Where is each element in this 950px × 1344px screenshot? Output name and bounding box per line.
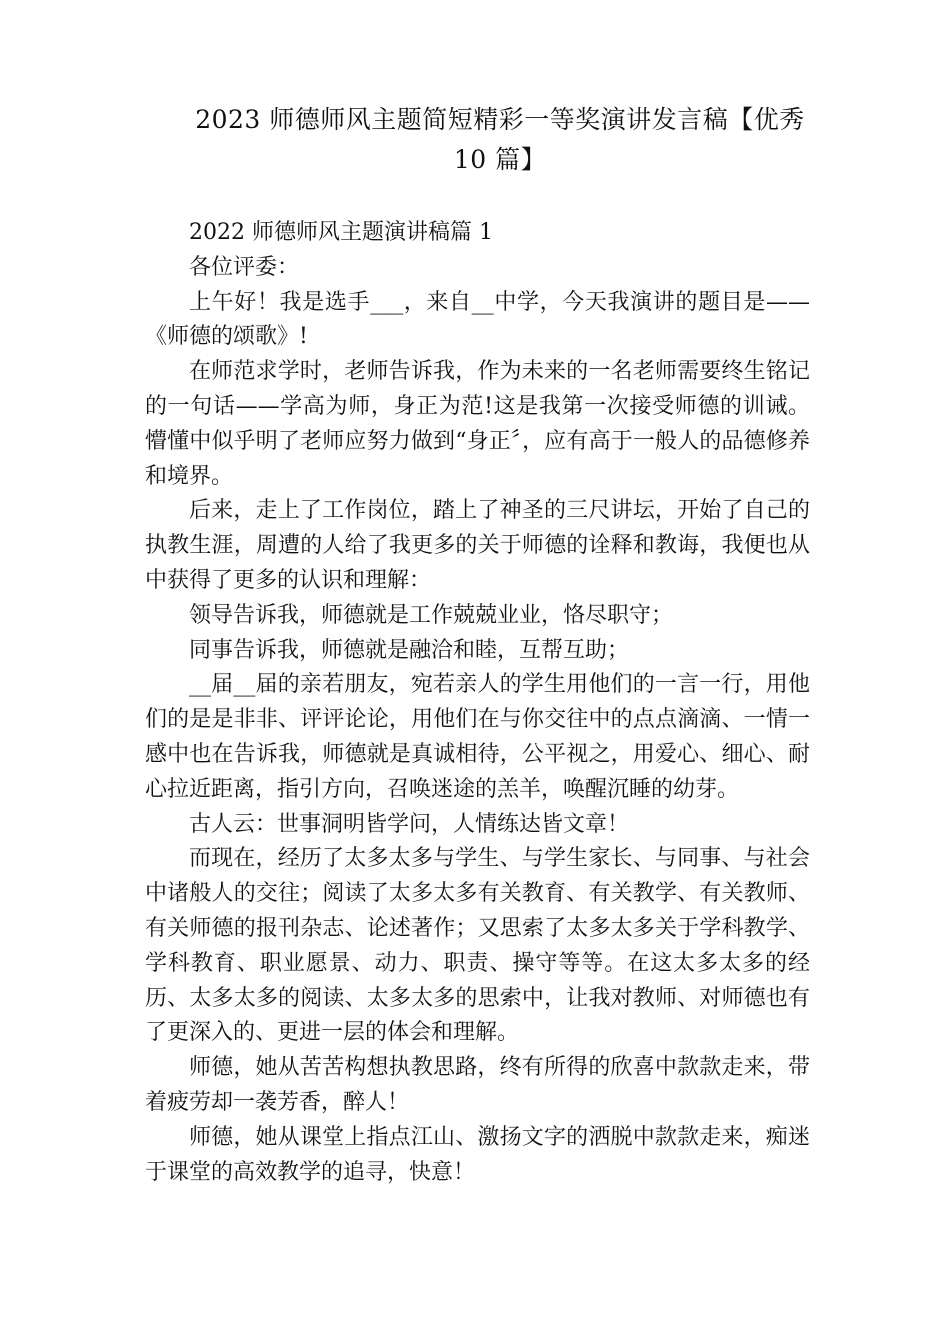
- paragraph: 而现在，经历了太多太多与学生、与学生家长、与同事、与社会中诸般人的交往；阅读了太多太多有关教育、有关教学、有关教师、有关师德的报刊杂志、论述著作；又思索了太多太多关于学科教学、学科教育、职业愿景、动力、职责、操守等等。在这太多太多的经历、太多太多的阅读、太多太多的思索中，让我对教师、对师德也有了更深入的、更进一层的体会和理解。: [145, 846, 810, 1046]
- paragraph: __届__届的亲若朋友，宛若亲人的学生用他们的一言一行，用他们的是是非非、评评论论，用他们在与你交往中的点点滴滴、一情一感中也在告诉我，师德就是真诚相待，公平视之，用爱心、细心、耐心拉近距离，指引方向，召唤迷途的羔羊，唤醒沉睡的幼芽。: [145, 672, 810, 802]
- document-title: 2023 师德师风主题简短精彩一等奖演讲发言稿【优秀10 篇】: [195, 105, 805, 174]
- paragraph: 上午好！我是选手___，来自__中学，今天我演讲的题目是——《师德的颂歌》!: [145, 289, 810, 350]
- paragraph: 古人云：世事洞明皆学问，人情练达皆文章！: [189, 811, 630, 837]
- salutation: 各位评委：: [189, 254, 300, 280]
- paragraph: 在师范求学时，老师告诉我，作为未来的一名老师需要终生铭记的一句话——学高为师，身正为范!这是我第一次接受师德的训诫。懵懂中似乎明了老师应努力做到“身正〞，应有高于一般人的品德修养和境界。: [145, 359, 810, 489]
- section-heading: 2022 师德师风主题演讲稿篇 1: [189, 220, 493, 245]
- document-body: [145, 216, 810, 1190]
- paragraph: 同事告诉我，师德就是融洽和睦，互帮互助；: [189, 637, 630, 663]
- paragraph: 师德，她从苦苦构想执教思路，终有所得的欣喜中款款走来，带着疲劳却一袭芳香，醉人！: [145, 1055, 810, 1115]
- paragraph: 领导告诉我，师德就是工作兢兢业业，恪尽职守；: [189, 602, 674, 628]
- paragraph: 后来，走上了工作岗位，踏上了神圣的三尺讲坛，开始了自己的执教生涯，周遭的人给了我更多的关于师德的诠释和教诲，我便也从中获得了更多的认识和理解：: [145, 498, 810, 593]
- paragraph: 师德，她从课堂上指点江山、激扬文字的洒脱中款款走来，痴迷于课堂的高效教学的追寻，快意！: [145, 1124, 810, 1185]
